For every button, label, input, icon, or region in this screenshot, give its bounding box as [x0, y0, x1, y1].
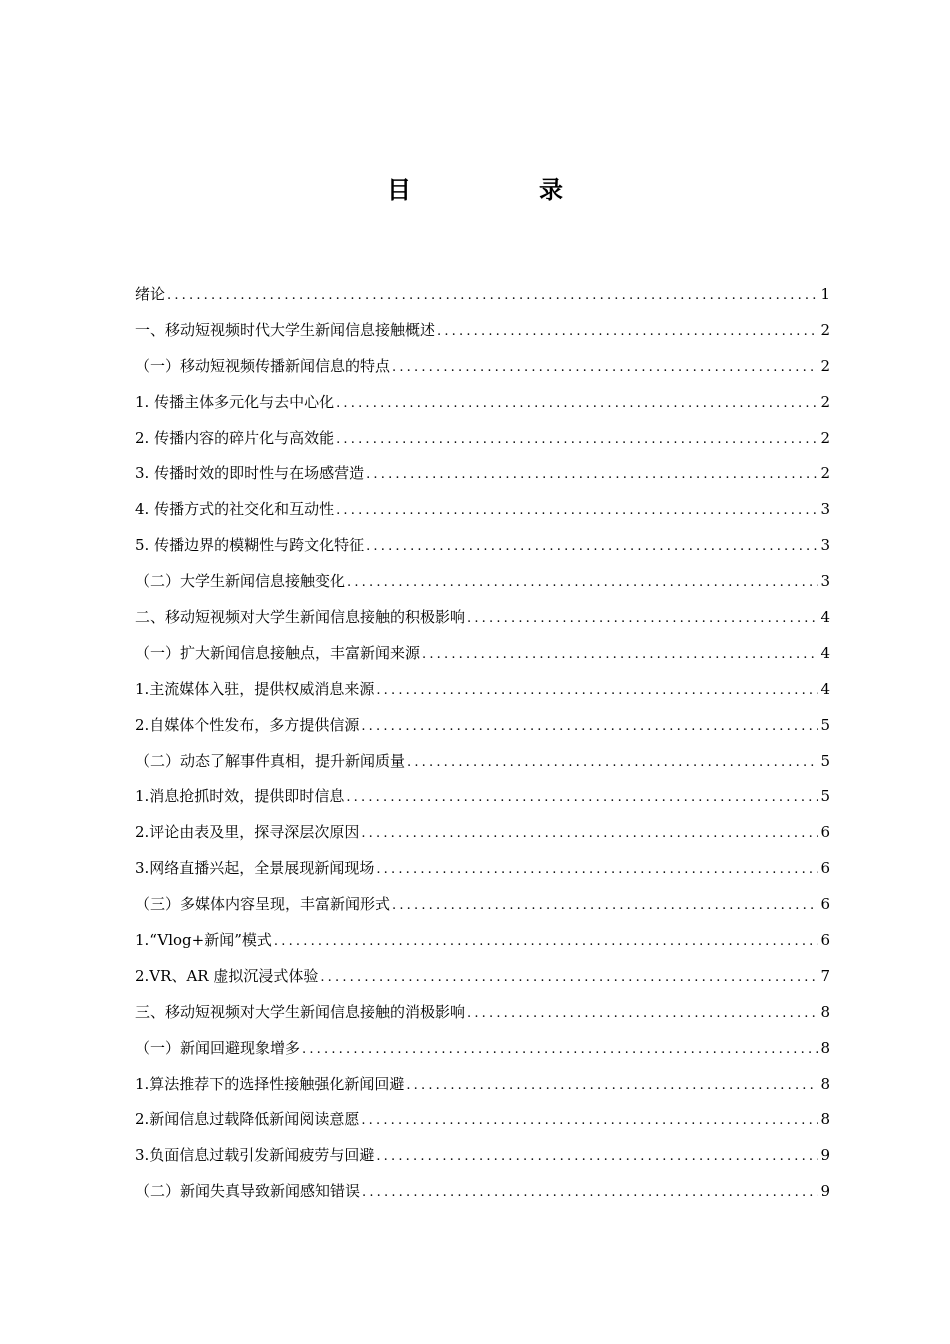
toc-entry[interactable] — [135, 605, 830, 641]
toc-page-number: 4 — [820, 679, 830, 698]
toc-entry[interactable] — [135, 856, 830, 892]
toc-page-number: 5 — [820, 787, 830, 806]
toc-entry[interactable] — [135, 784, 830, 820]
toc-leader-dots — [422, 643, 818, 667]
toc-page-number: 6 — [820, 859, 830, 878]
toc-entry[interactable] — [135, 426, 830, 462]
toc-entry-text: 4. 传播方式的社交化和互动性 — [135, 500, 335, 519]
toc-page-number: 8 — [820, 1074, 830, 1093]
toc-entry-text: 2. 传播内容的碎片化与高效能 — [135, 428, 335, 447]
toc-page-number: 5 — [820, 751, 830, 770]
toc-entry-text: 3. 传播时效的即时性与在场感营造 — [135, 464, 365, 483]
toc-entry-text: 3.网络直播兴起，全景展现新闻现场 — [135, 859, 375, 878]
toc-leader-dots — [437, 320, 818, 344]
toc-entry-text: 1.消息抢抓时效，提供即时信息 — [135, 787, 345, 806]
toc-leader-dots — [366, 463, 818, 487]
toc-page-number: 2 — [820, 320, 830, 339]
toc-page-number: 8 — [820, 1110, 830, 1129]
toc-entry[interactable] — [135, 569, 830, 605]
toc-page-number: 3 — [820, 500, 830, 519]
toc-leader-dots — [361, 715, 818, 739]
toc-leader-dots — [347, 571, 818, 595]
toc-entry-text: 2.VR、AR 虚拟沉浸式体验 — [135, 966, 319, 985]
toc-entry[interactable] — [135, 820, 830, 856]
toc-entry[interactable] — [135, 461, 830, 497]
toc-entry[interactable] — [135, 677, 830, 713]
toc-page-number: 4 — [820, 643, 830, 662]
toc-page-number: 8 — [820, 1038, 830, 1057]
toc-entry-text: （一）移动短视频传播新闻信息的特点 — [135, 356, 391, 375]
toc-page-number: 3 — [820, 572, 830, 591]
toc-title: 目 录 — [387, 175, 615, 204]
toc-page-number: 2 — [820, 464, 830, 483]
toc-leader-dots — [336, 428, 818, 452]
toc-entry-text: 1. 传播主体多元化与去中心化 — [135, 392, 335, 411]
toc-entry[interactable] — [135, 1036, 830, 1072]
toc-entry-text: 2.新闻信息过载降低新闻阅读意愿 — [135, 1110, 360, 1129]
toc-leader-dots — [376, 858, 818, 882]
toc-page-number: 9 — [820, 1182, 830, 1201]
toc-entry-text: （一）新闻回避现象增多 — [135, 1038, 301, 1057]
toc-entry-text: 1.“Vlog+新闻”模式 — [135, 931, 272, 950]
toc-entry-text: （二）动态了解事件真相，提升新闻质量 — [135, 751, 406, 770]
toc-page-number: 7 — [820, 966, 830, 985]
toc-entry[interactable] — [135, 354, 830, 390]
toc-page-number: 6 — [820, 823, 830, 842]
toc-entry-text: （一）扩大新闻信息接触点，丰富新闻来源 — [135, 643, 421, 662]
toc-entry[interactable] — [135, 1143, 830, 1179]
toc-entry-text: 一、移动短视频时代大学生新闻信息接触概述 — [135, 320, 436, 339]
toc-entry[interactable] — [135, 282, 830, 318]
table-of-contents — [135, 282, 830, 1215]
toc-entry-text: 绪论 — [135, 285, 166, 303]
toc-leader-dots — [376, 679, 818, 703]
toc-leader-dots — [467, 607, 818, 631]
toc-page-number: 2 — [820, 392, 830, 411]
toc-entry-text: 1.主流媒体入驻，提供权威消息来源 — [135, 679, 375, 698]
toc-entry[interactable] — [135, 713, 830, 749]
toc-entry[interactable] — [135, 928, 830, 964]
toc-leader-dots — [392, 356, 818, 380]
toc-page-number: 2 — [820, 428, 830, 447]
toc-entry-text: （二）新闻失真导致新闻感知错误 — [135, 1182, 361, 1201]
toc-page-number: 8 — [820, 1002, 830, 1021]
toc-entry[interactable] — [135, 1107, 830, 1143]
toc-entry[interactable] — [135, 749, 830, 785]
toc-leader-dots — [407, 751, 818, 775]
toc-leader-dots — [362, 1181, 818, 1205]
toc-page-number: 5 — [820, 715, 830, 734]
toc-leader-dots — [366, 535, 818, 559]
toc-entry[interactable] — [135, 533, 830, 569]
toc-entry[interactable] — [135, 1179, 830, 1215]
toc-page-number: 6 — [820, 895, 830, 914]
toc-entry[interactable] — [135, 1072, 830, 1108]
toc-leader-dots — [467, 1002, 818, 1026]
toc-leader-dots — [346, 786, 818, 810]
toc-page-number: 9 — [820, 1146, 830, 1165]
toc-leader-dots — [406, 1074, 818, 1098]
toc-leader-dots — [302, 1038, 818, 1062]
toc-entry[interactable] — [135, 318, 830, 354]
toc-page-number: 4 — [820, 608, 830, 627]
toc-entry-text: 二、移动短视频对大学生新闻信息接触的积极影响 — [135, 608, 466, 627]
toc-entry-text: 2.自媒体个性发布，多方提供信源 — [135, 715, 360, 734]
toc-page-number: 2 — [820, 356, 830, 375]
toc-leader-dots — [336, 392, 818, 416]
toc-leader-dots — [336, 499, 818, 523]
toc-leader-dots — [167, 284, 818, 308]
toc-page-number: 1 — [820, 285, 830, 303]
toc-leader-dots — [392, 894, 818, 918]
toc-entry-text: 三、移动短视频对大学生新闻信息接触的消极影响 — [135, 1002, 466, 1021]
toc-page-number: 6 — [820, 931, 830, 950]
toc-leader-dots — [320, 966, 818, 990]
toc-entry-text: （二）大学生新闻信息接触变化 — [135, 572, 346, 591]
toc-leader-dots — [376, 1145, 818, 1169]
toc-entry[interactable] — [135, 1000, 830, 1036]
toc-entry-text: （三）多媒体内容呈现，丰富新闻形式 — [135, 895, 391, 914]
toc-page-number: 3 — [820, 536, 830, 555]
toc-entry[interactable] — [135, 892, 830, 928]
toc-entry[interactable] — [135, 964, 830, 1000]
toc-leader-dots — [361, 1109, 818, 1133]
toc-entry-text: 5. 传播边界的模糊性与跨文化特征 — [135, 536, 365, 555]
toc-entry-text: 2.评论由表及里，探寻深层次原因 — [135, 823, 360, 842]
toc-entry-text: 3.负面信息过载引发新闻疲劳与回避 — [135, 1146, 375, 1165]
toc-entry[interactable] — [135, 641, 830, 677]
toc-leader-dots — [361, 822, 818, 846]
toc-entry[interactable] — [135, 497, 830, 533]
toc-entry[interactable] — [135, 390, 830, 426]
toc-leader-dots — [274, 930, 819, 954]
toc-entry-text: 1.算法推荐下的选择性接触强化新闻回避 — [135, 1074, 405, 1093]
